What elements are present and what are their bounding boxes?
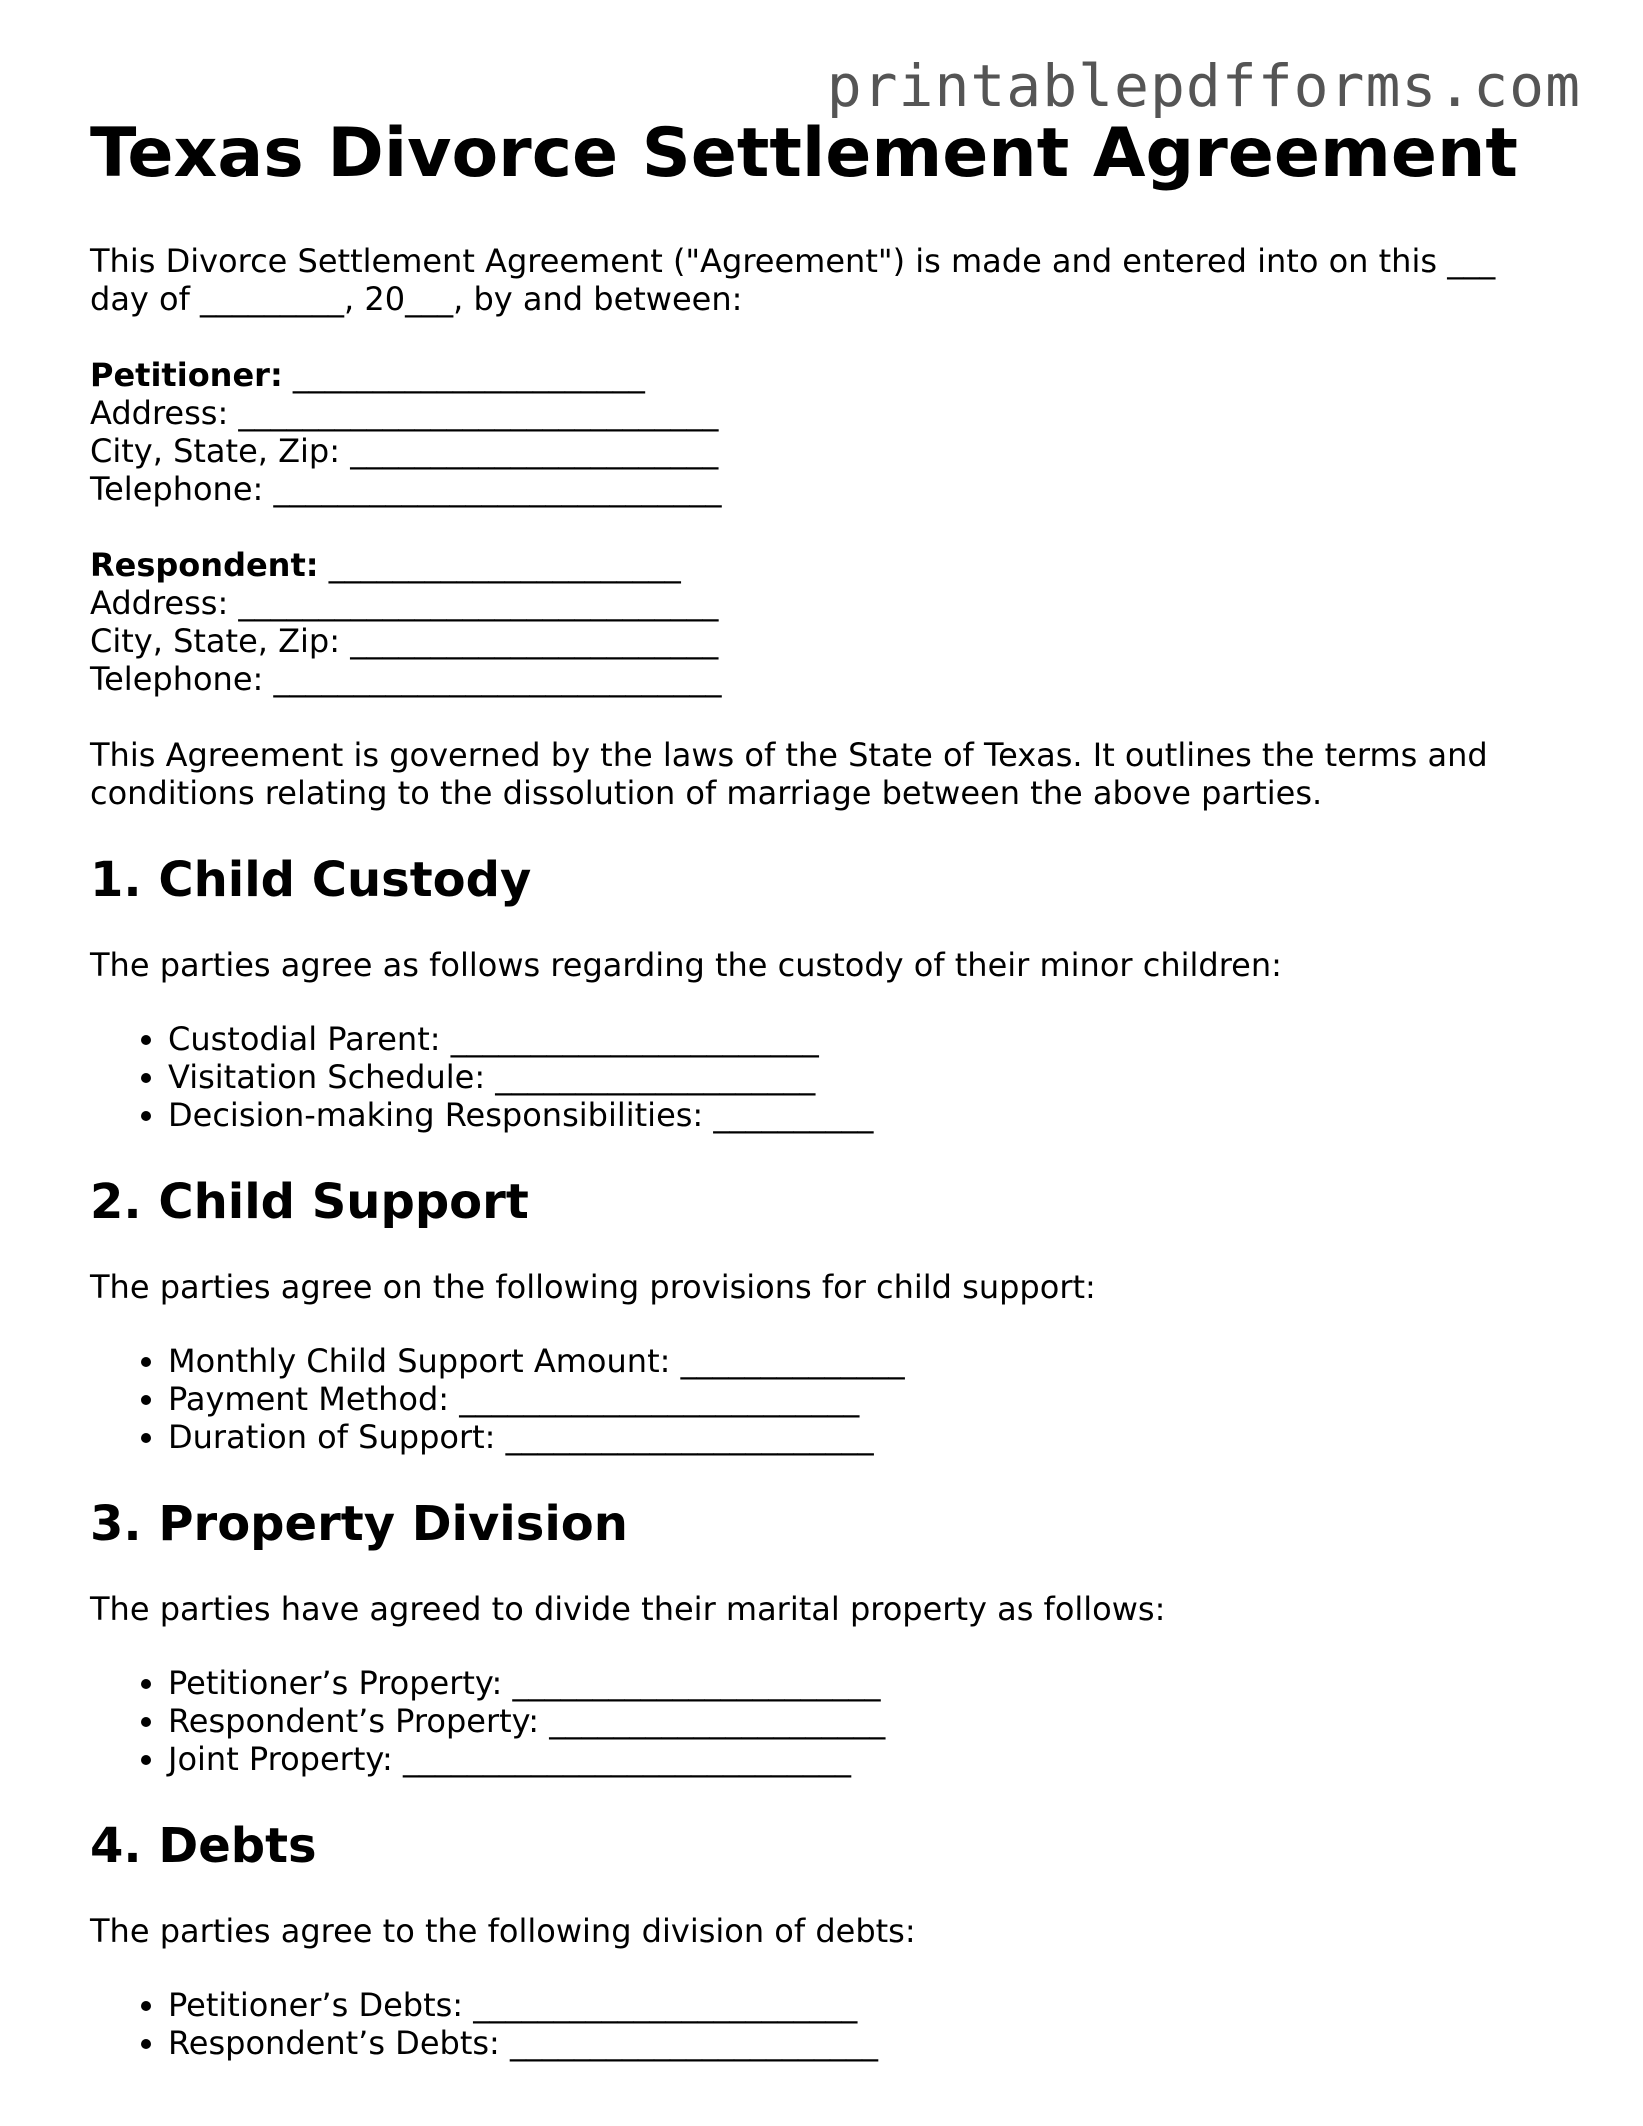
section-list [90,1664,1560,1778]
respondent-block [90,546,1560,698]
respondent-telephone-line: Telephone: ____________________________ [90,660,722,698]
section-list [90,1342,1560,1456]
section-heading: 4. Debts [90,1818,317,1874]
list-item: • Respondent’s Debts: _______________________ [168,2024,1560,2062]
list-item: • Joint Property: ____________________________ [168,1740,1560,1778]
list-item: • Petitioner’s Property: _______________________ [168,1664,1560,1702]
list-item: • Visitation Schedule: ____________________ [168,1058,1560,1096]
document-title: Texas Divorce Settlement Agreement [90,114,1518,193]
respondent-label: Respondent: [90,546,319,584]
petitioner-name-blank: ______________________ [282,356,645,394]
section-intro: The parties agree as follows regarding the custody of their minor children: [90,946,1282,984]
section-heading: 2. Child Support [90,1174,529,1230]
section-list [90,1020,1560,1134]
section-intro: The parties have agreed to divide their marital property as follows: [90,1590,1166,1628]
petitioner-city-line: City, State, Zip: _______________________ [90,432,719,470]
section-property-division [90,1494,1560,1778]
section-heading: 3. Property Division [90,1496,628,1552]
document-page [90,112,1560,2062]
section-intro: The parties agree on the following provisions for child support: [90,1268,1096,1306]
list-item: • Respondent’s Property: _____________________ [168,1702,1560,1740]
list-item: • Decision-making Responsibilities: __________ [168,1096,1560,1134]
intro-paragraph: This Divorce Settlement Agreement ("Agreement") is made and entered into on this ___ day of _________, 20___, by and between: [90,242,1496,318]
petitioner-telephone-line: Telephone: ____________________________ [90,470,722,508]
petitioner-name-line [90,356,1560,394]
section-heading: 1. Child Custody [90,852,532,908]
respondent-name-blank: ______________________ [318,546,681,584]
governing-law-paragraph: This Agreement is governed by the laws of the State of Texas. It outlines the terms and conditions relating to the dissolution of marriage between the above parties. [90,736,1488,812]
respondent-city-line: City, State, Zip: _______________________ [90,622,719,660]
section-intro: The parties agree to the following division of debts: [90,1912,916,1950]
list-item: • Monthly Child Support Amount: ______________ [168,1342,1560,1380]
list-item: • Petitioner’s Debts: ________________________ [168,1986,1560,2024]
petitioner-label: Petitioner: [90,356,283,394]
respondent-name-line [90,546,1560,584]
list-item: • Payment Method: _________________________ [168,1380,1560,1418]
petitioner-address-line: Address: ______________________________ [90,394,719,432]
watermark: printablepdfforms.com [826,52,1581,120]
section-child-custody [90,850,1560,1134]
section-debts [90,1816,1560,2062]
list-item: • Custodial Parent: _______________________ [168,1020,1560,1058]
section-child-support [90,1172,1560,1456]
petitioner-block [90,356,1560,508]
respondent-address-line: Address: ______________________________ [90,584,719,622]
list-item: • Duration of Support: _______________________ [168,1418,1560,1456]
section-list [90,1986,1560,2062]
